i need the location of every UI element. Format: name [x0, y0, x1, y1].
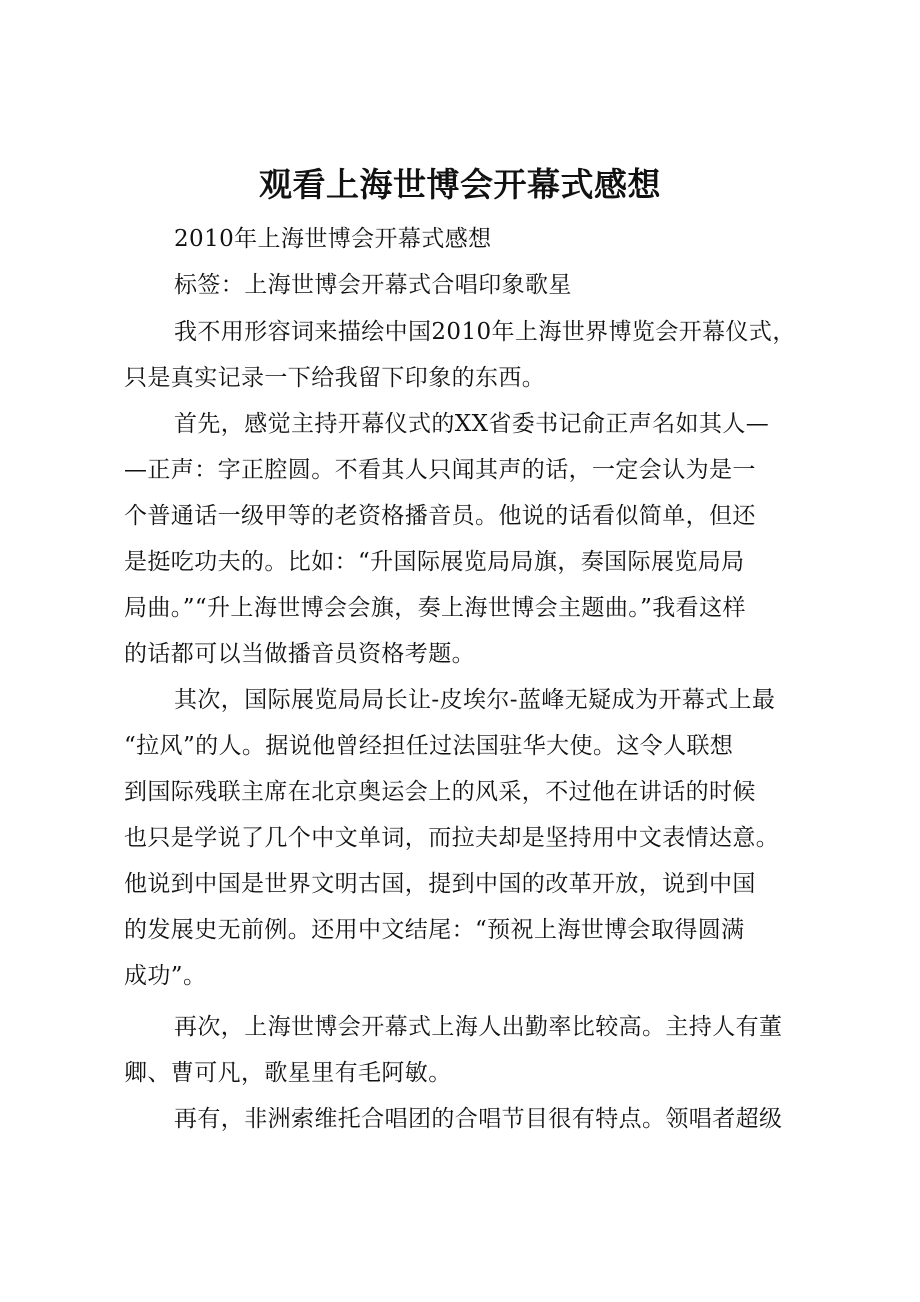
- paragraph-line: 到国际残联主席在北京奥运会上的风采，不过他在讲话的时候: [124, 779, 756, 805]
- paragraph-line: 成功”。: [124, 963, 207, 989]
- paragraph-line: 只是真实记录一下给我留下印象的东西。: [124, 365, 546, 391]
- paragraph-line: 是挺吃功夫的。比如：“升国际展览局局旗，奏国际展览局局: [124, 549, 745, 575]
- paragraph-line: 他说到中国是世界文明古国，提到中国的改革开放，说到中国: [124, 871, 756, 897]
- paragraph-line: 局曲。”“升上海世博会会旗，奏上海世博会主题曲。”我看这样: [124, 595, 746, 621]
- paragraph-line: 的话都可以当做播音员资格考题。: [124, 641, 475, 667]
- paragraph-line: 的发展史无前例。还用中文结尾：“预祝上海世博会取得圆满: [124, 917, 745, 943]
- paragraph-line: 卿、曹可凡，歌星里有毛阿敏。: [124, 1060, 452, 1086]
- paragraph-line: 个普通话一级甲等的老资格播音员。他说的话看似简单，但还: [124, 503, 756, 529]
- paragraph-line: 再次，上海世博会开幕式上海人出勤率比较高。主持人有董: [174, 1014, 783, 1040]
- subtitle-line: 2010年上海世博会开幕式感想: [174, 226, 492, 252]
- paragraph-line: —正声：字正腔圆。不看其人只闻其声的话，一定会认为是一: [124, 457, 756, 483]
- tags-line: 标签：上海世博会开幕式合唱印象歌星: [174, 272, 572, 298]
- document-title: 观看上海世博会开幕式感想: [259, 165, 661, 204]
- paragraph-line: 我不用形容词来描绘中国2010年上海世界博览会开幕仪式，: [174, 319, 796, 345]
- paragraph-line: 首先，感觉主持开幕仪式的XX省委书记俞正声名如其人—: [174, 411, 770, 437]
- paragraph-line: 也只是学说了几个中文单词，而拉夫却是坚持用中文表情达意。: [124, 825, 780, 851]
- paragraph-line: “拉风”的人。据说他曾经担任过法国驻华大使。这令人联想: [124, 733, 734, 759]
- paragraph-line: 其次，国际展览局局长让-皮埃尔-蓝峰无疑成为开幕式上最: [174, 687, 776, 713]
- paragraph-line: 再有，非洲索维托合唱团的合唱节目很有特点。领唱者超级: [174, 1106, 783, 1132]
